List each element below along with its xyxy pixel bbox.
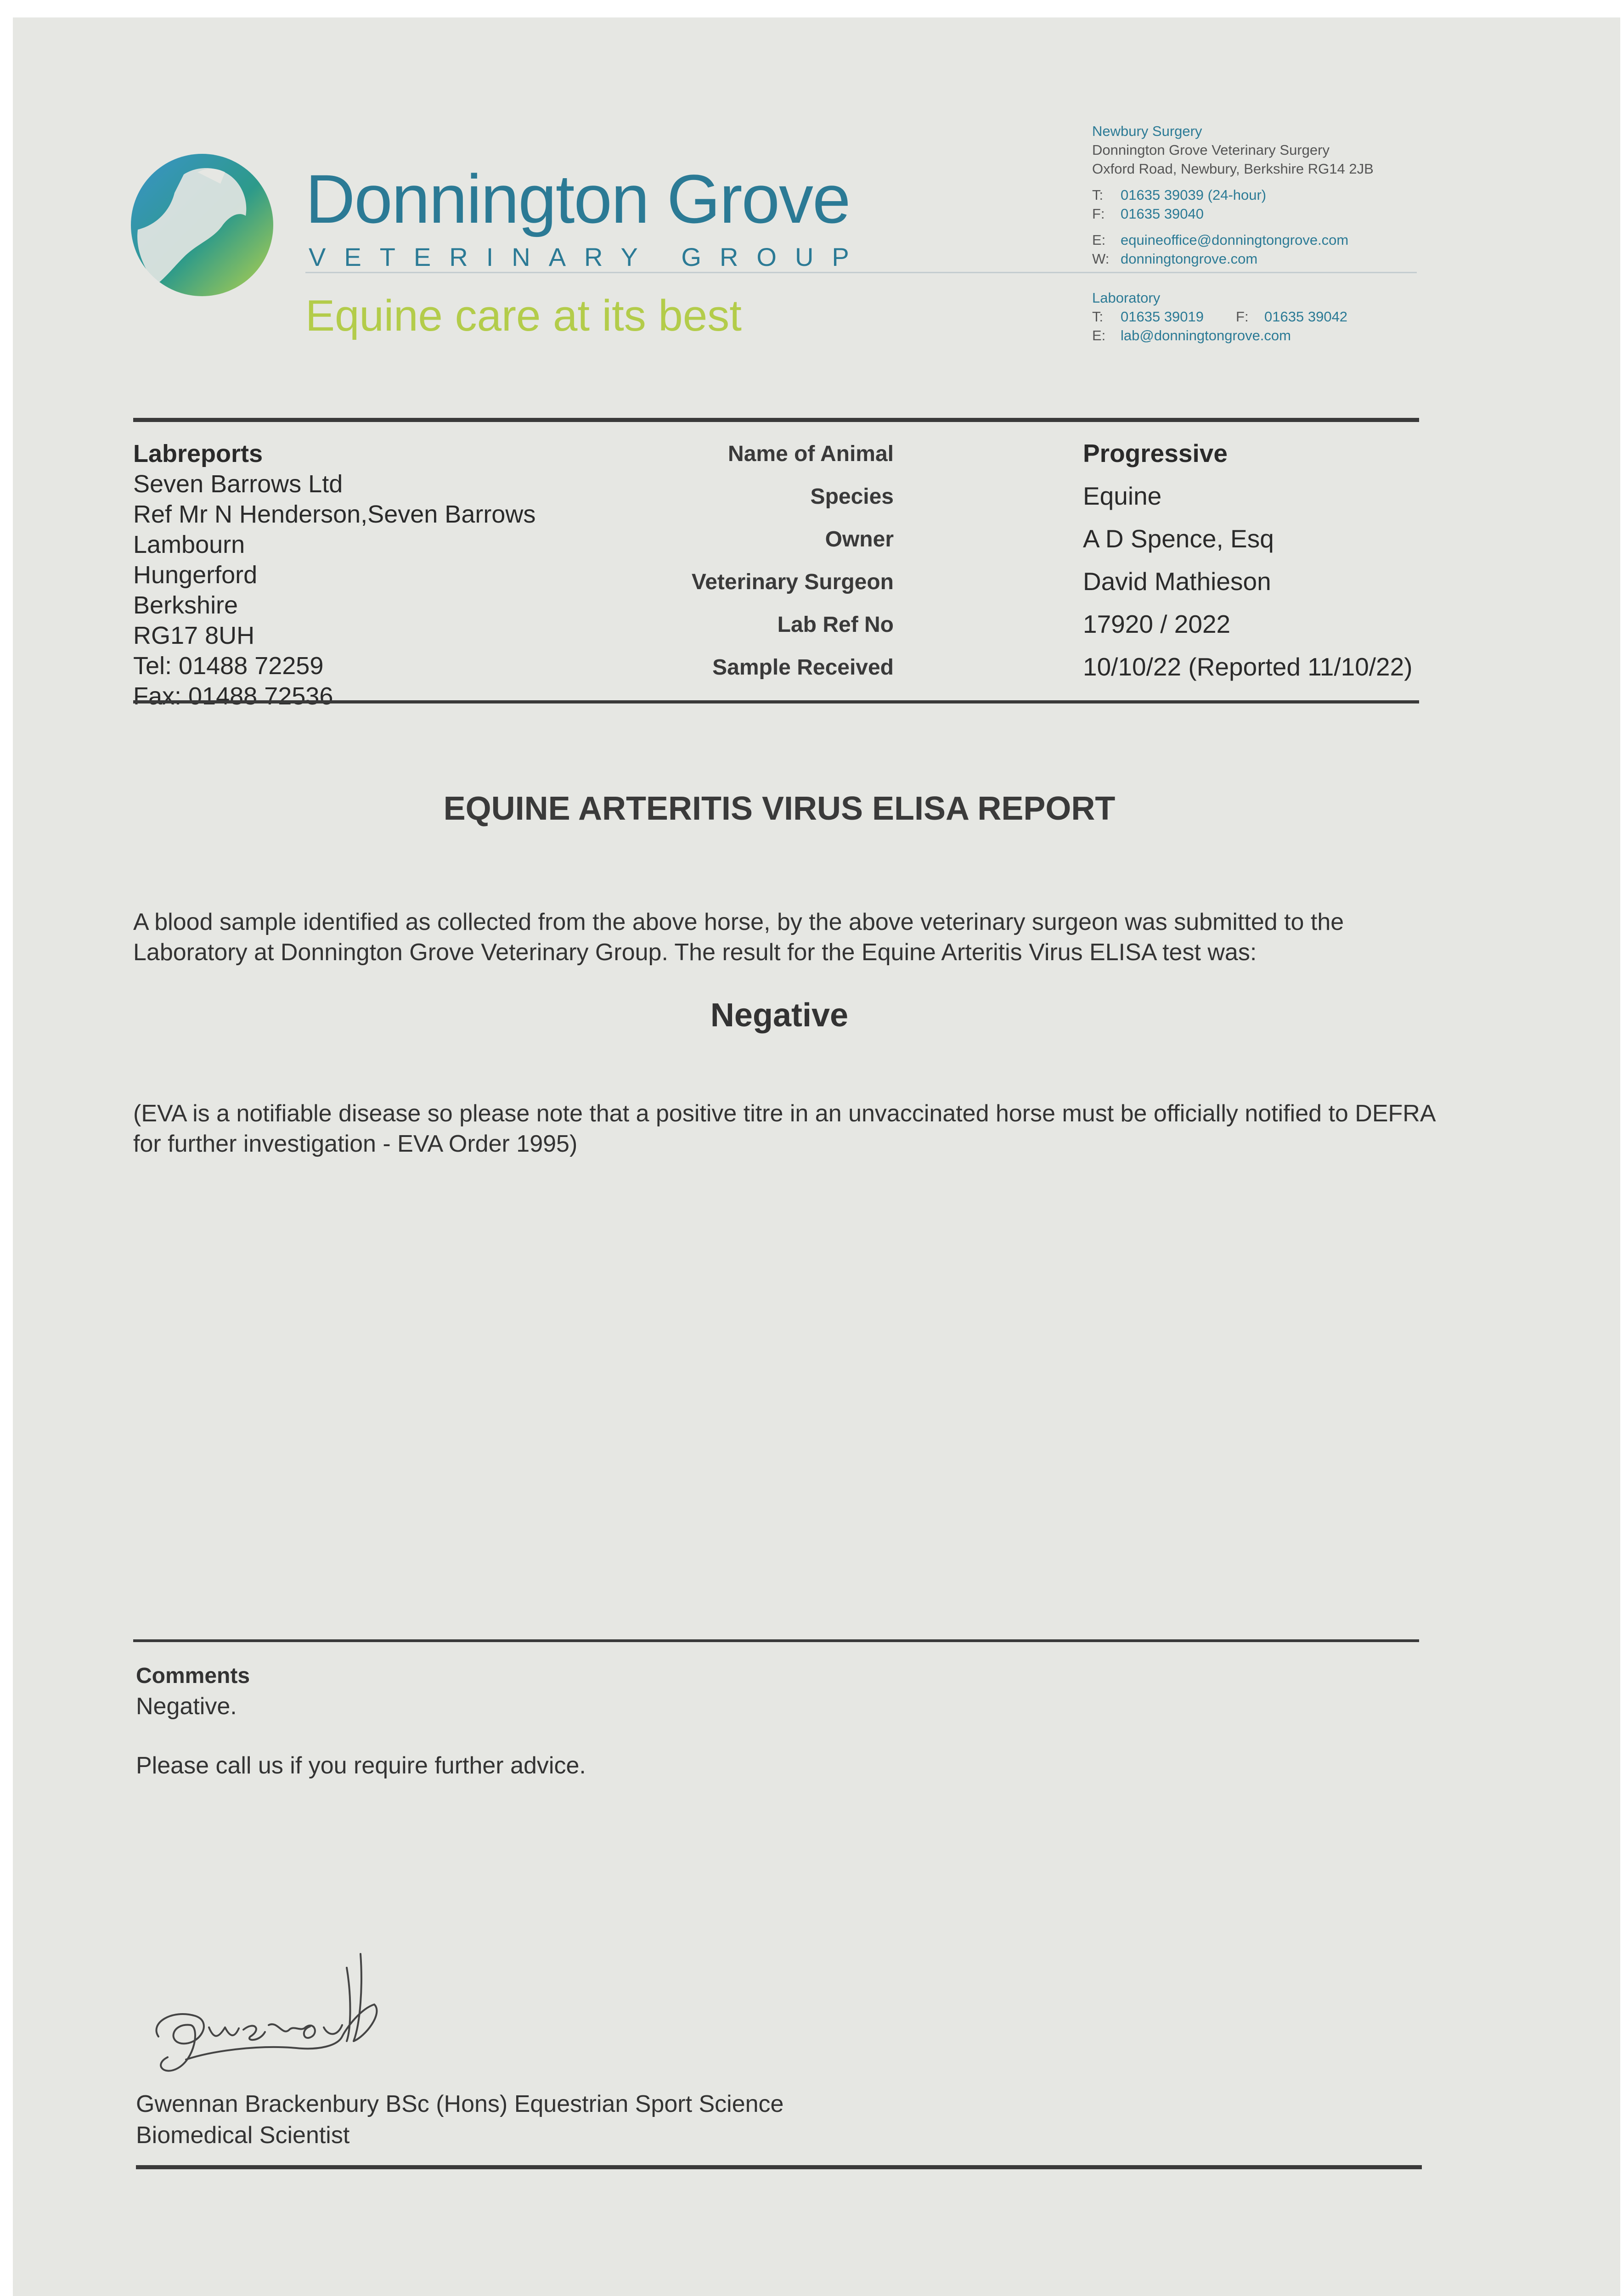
report-paragraph: A blood sample identified as collected from the above horse, by the above veterinary surgeon was submitted to the Laboratory at Donnington Grove Veterinary Group. The result for the Equine Arteritis Virus ELISA test was: (133, 909, 1344, 966)
email-row (1092, 231, 1374, 249)
report-title: EQUINE ARTERITIS VIRUS ELISA REPORT (443, 790, 1116, 827)
top-rule (133, 418, 1419, 422)
tel-value: 01635 39039 (24-hour) (1121, 187, 1267, 203)
detail-label: Veterinary Surgeon (691, 570, 894, 594)
advice-text: Please call us if you require further advice. (136, 1752, 586, 1779)
email-label: E: (1092, 232, 1106, 248)
lab-fax-value: 01635 39042 (1264, 309, 1348, 325)
surgery-line1: Donnington Grove Veterinary Surgery (1092, 142, 1330, 158)
detail-value: 10/10/22 (Reported 11/10/22) (1083, 653, 1413, 681)
comments-heading: Comments (136, 1664, 250, 1688)
lab-tel-label: T: (1092, 309, 1104, 325)
recipient-cut-line (133, 681, 535, 691)
detail-row (689, 481, 1424, 524)
tel-row (1092, 186, 1374, 204)
recipient-line: Berkshire (133, 591, 238, 619)
lab-title: Laboratory (1092, 290, 1161, 306)
recipient-name: Labreports (133, 440, 263, 467)
lab-email-label: E: (1092, 327, 1106, 343)
recipient-line: Lambourn (133, 531, 245, 558)
comments-text: Negative. (136, 1693, 237, 1720)
recipient-line: RG17 8UH (133, 622, 255, 649)
lab-fax-label: F: (1236, 309, 1249, 325)
recipient-address (133, 439, 535, 691)
email-link[interactable]: equineoffice@donningtongrove.com (1121, 232, 1349, 248)
recipient-line: Seven Barrows Ltd (133, 470, 343, 498)
detail-value: David Mathieson (1083, 567, 1271, 596)
fax-value: 01635 39040 (1121, 206, 1204, 222)
lab-phone-row (1092, 307, 1374, 326)
test-result: Negative (710, 997, 849, 1034)
recipient-line: Ref Mr N Henderson,Seven Barrows (133, 501, 536, 528)
brand-group: VETERINARY GROUP (309, 242, 868, 271)
lab-tel-value: 01635 39019 (1121, 309, 1204, 325)
brand-name: Donnington Grove (305, 160, 850, 237)
signatory-role: Biomedical Scientist (136, 2122, 350, 2149)
detail-label: Species (810, 484, 894, 509)
fax-label: F: (1092, 206, 1105, 222)
bottom-rule (136, 2165, 1422, 2169)
web-label: W: (1092, 251, 1110, 267)
detail-row (689, 524, 1424, 567)
surgery-line2: Oxford Road, Newbury, Berkshire RG14 2JB (1092, 161, 1374, 177)
logo-icon (129, 147, 280, 298)
detail-label: Name of Animal (728, 442, 894, 466)
web-link[interactable]: donningtongrove.com (1121, 251, 1258, 267)
recipient-line: Hungerford (133, 561, 258, 589)
signatory-block (136, 2088, 783, 2151)
web-row (1092, 249, 1374, 268)
detail-value: Progressive (1083, 439, 1228, 467)
detail-row (689, 652, 1424, 695)
detail-row (689, 609, 1424, 652)
detail-row (689, 567, 1424, 609)
recipient-line: Tel: 01488 72259 (133, 652, 324, 680)
tagline: Equine care at its best (305, 291, 742, 340)
detail-value: A D Spence, Esq (1083, 524, 1274, 553)
detail-label: Sample Received (712, 655, 894, 680)
detail-label: Owner (825, 527, 894, 551)
details-rule (133, 700, 1419, 703)
tel-label: T: (1092, 187, 1104, 203)
detail-value: 17920 / 2022 (1083, 610, 1231, 638)
detail-value: Equine (1083, 482, 1162, 510)
comments-rule (133, 1639, 1419, 1642)
detail-label: Lab Ref No (777, 613, 894, 637)
signature-icon (145, 1940, 393, 2078)
detail-row (689, 439, 1424, 481)
notifiable-note: (EVA is a notifiable disease so please note that a positive titre in an unvaccinated horse must be officially notified to DEFRA for further investigation - EVA Order 1995) (133, 1100, 1435, 1157)
lab-email-link[interactable]: lab@donningtongrove.com (1121, 327, 1291, 343)
lab-email-row (1092, 326, 1374, 345)
signatory-name: Gwennan Brackenbury BSc (Hons) Equestrian Sport Science (136, 2091, 784, 2117)
surgery-title: Newbury Surgery (1092, 123, 1202, 139)
contact-block (1092, 122, 1374, 345)
fax-row (1092, 204, 1374, 223)
